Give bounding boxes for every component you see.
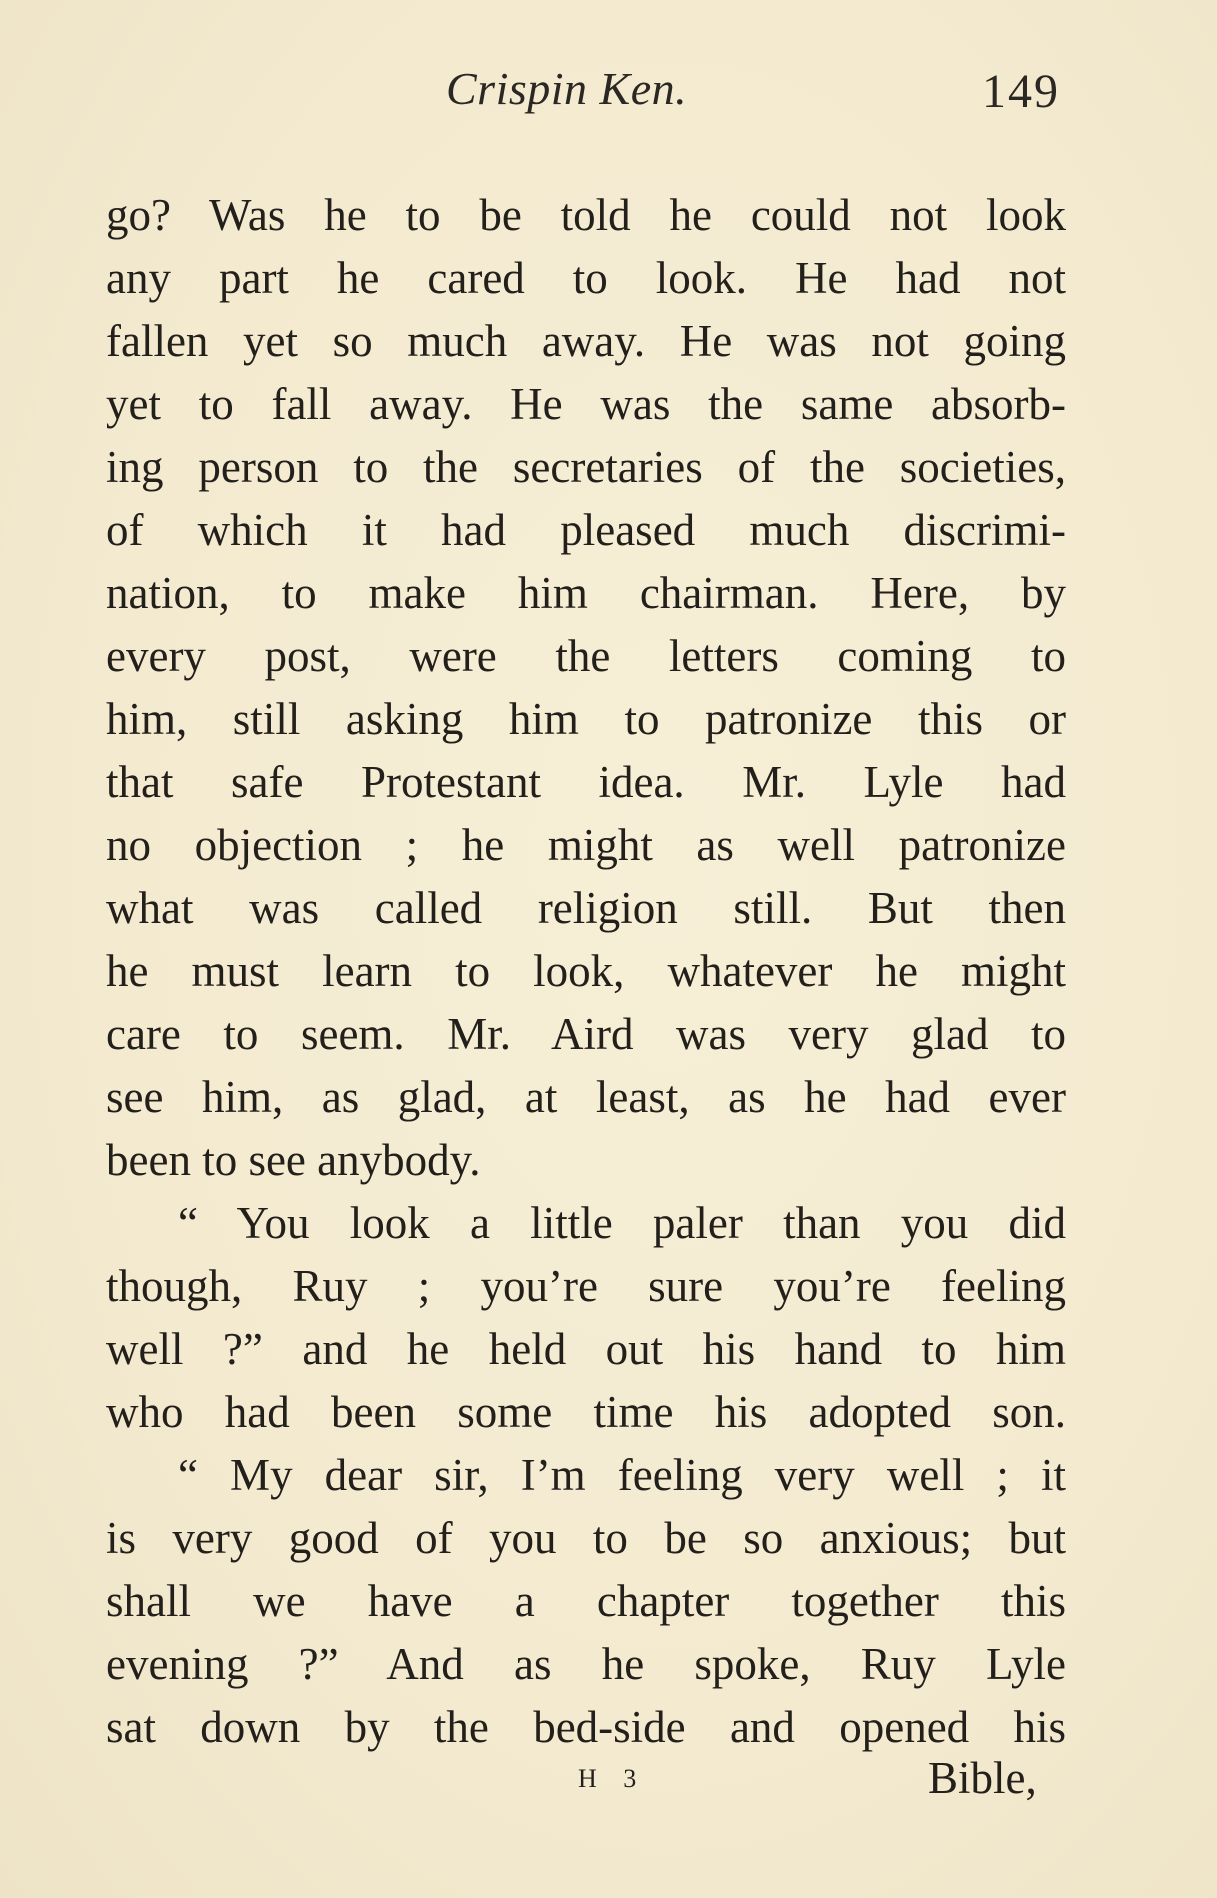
- text-line: nation, to make him chairman. Here, by: [106, 568, 1066, 618]
- text-line: what was called religion still. But then: [106, 883, 1066, 933]
- text-line: go? Was he to be told he could not look: [106, 190, 1066, 240]
- catchword: Bible,: [928, 1753, 1037, 1803]
- text-line: yet to fall away. He was the same absorb-: [106, 379, 1066, 429]
- text-line: fallen yet so much away. He was not going: [106, 316, 1066, 366]
- text-line: though, Ruy ; you’re sure you’re feeling: [106, 1261, 1066, 1311]
- text-line: see him, as glad, at least, as he had ever: [106, 1072, 1066, 1122]
- text-line: any part he cared to look. He had not: [106, 253, 1066, 303]
- text-line: “ My dear sir, I’m feeling very well ; it: [178, 1450, 1066, 1500]
- text-line: sat down by the bed-side and opened his: [106, 1702, 1066, 1752]
- text-line: that safe Protestant idea. Mr. Lyle had: [106, 757, 1066, 807]
- text-line: of which it had pleased much discrimi-: [106, 505, 1066, 555]
- text-line: ing person to the secretaries of the societies,: [106, 442, 1066, 492]
- text-line: he must learn to look, whatever he might: [106, 946, 1066, 996]
- body-text: [106, 184, 1066, 1759]
- signature-mark: H 3: [578, 1764, 647, 1793]
- page-header: [0, 62, 1217, 132]
- text-line: shall we have a chapter together this: [106, 1576, 1066, 1626]
- text-line: every post, were the letters coming to: [106, 631, 1066, 681]
- text-line: who had been some time his adopted son.: [106, 1387, 1066, 1437]
- text-line: “ You look a little paler than you did: [178, 1198, 1066, 1248]
- text-line: well ?” and he held out his hand to him: [106, 1324, 1066, 1374]
- text-line: is very good of you to be so anxious; but: [106, 1513, 1066, 1563]
- text-line: no objection ; he might as well patronize: [106, 820, 1066, 870]
- running-title: Crispin Ken.: [446, 63, 688, 114]
- text-line: evening ?” And as he spoke, Ruy Lyle: [106, 1639, 1066, 1689]
- text-line: care to seem. Mr. Aird was very glad to: [106, 1009, 1066, 1059]
- text-line: him, still asking him to patronize this or: [106, 694, 1066, 744]
- text-line: been to see anybody.: [106, 1135, 481, 1185]
- page-number: 149: [982, 65, 1060, 118]
- page-footer: [0, 1752, 1217, 1822]
